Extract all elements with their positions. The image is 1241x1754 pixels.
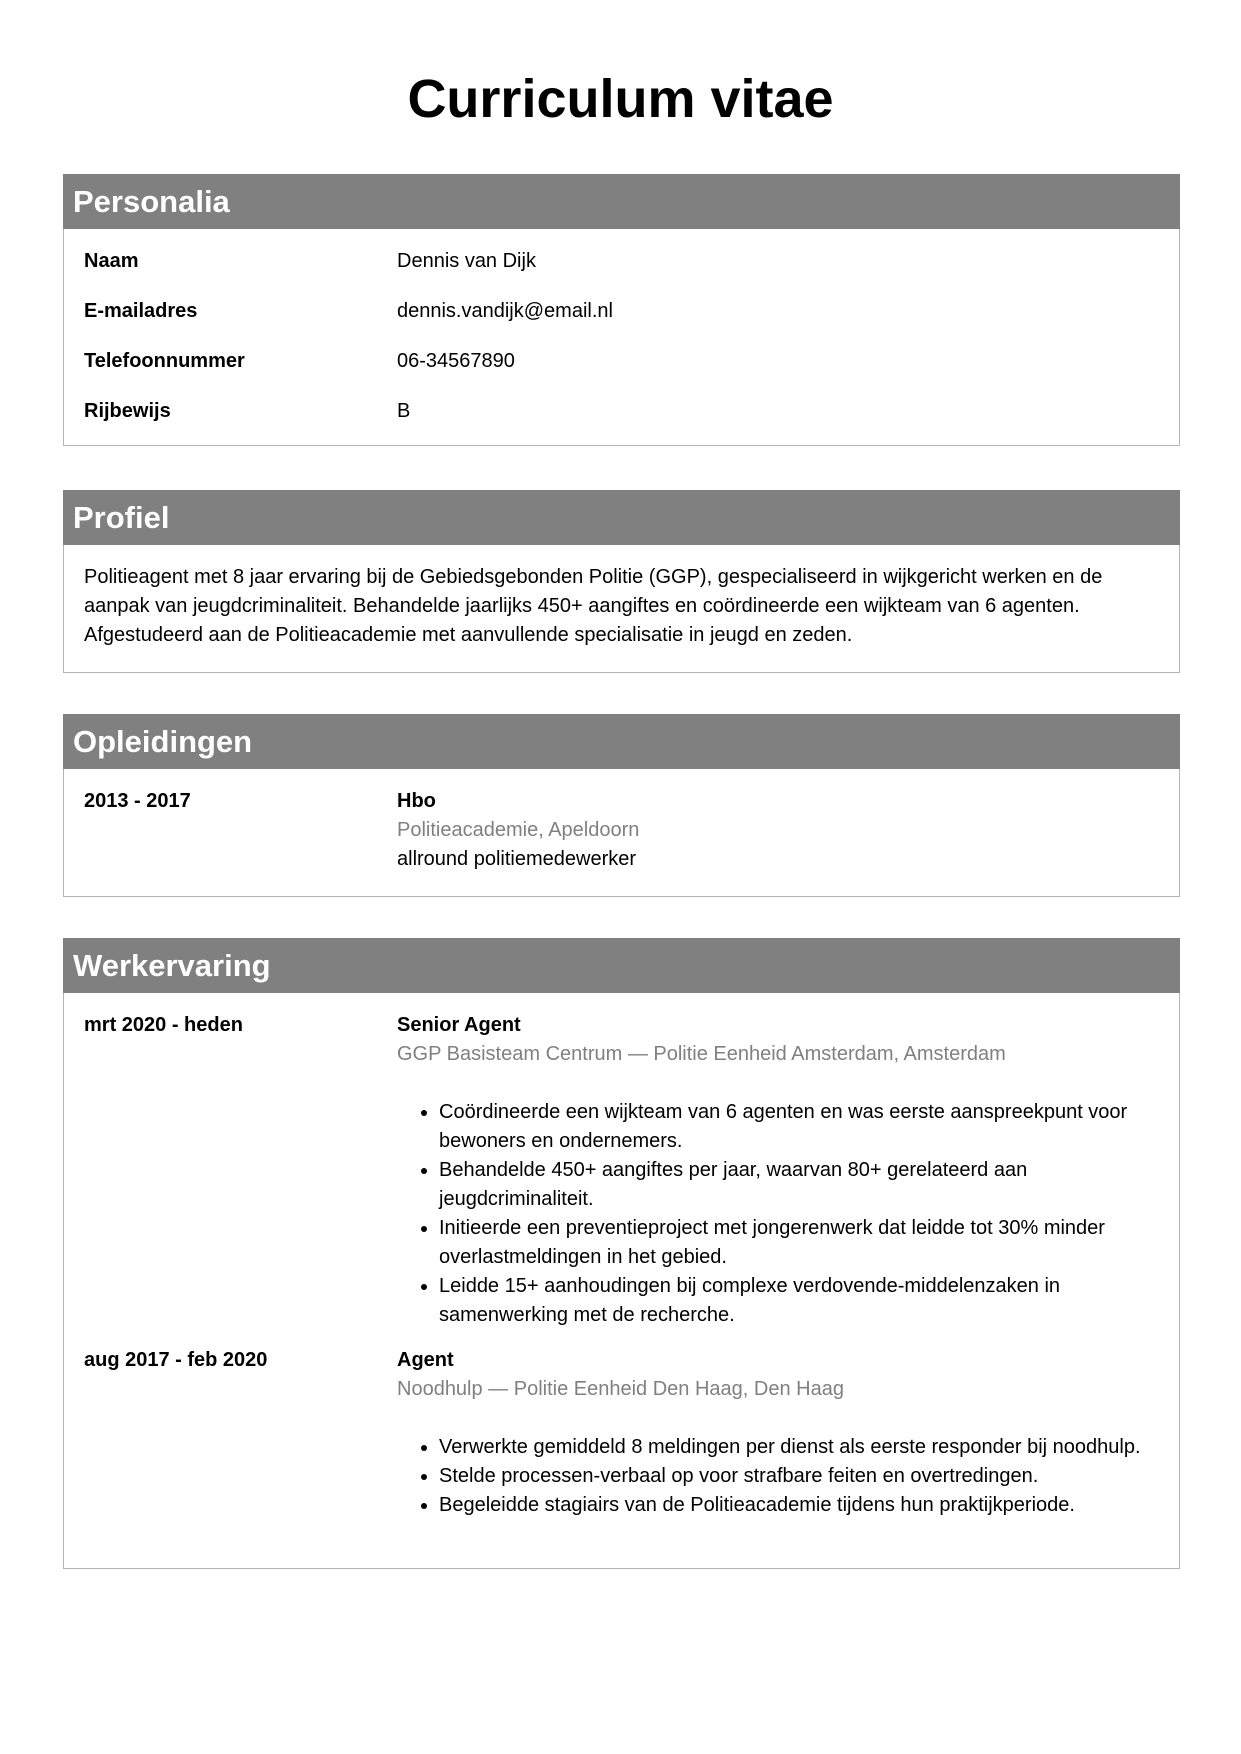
education-date: 2013 - 2017: [84, 790, 191, 812]
work-bullet: • Stelde processen-verbaal op voor strafbare feiten en overtredingen.: [439, 1462, 1159, 1491]
work-job-title: Agent: [397, 1349, 454, 1371]
document-title: Curriculum vitae: [407, 69, 834, 129]
personalia-value: Dennis van Dijk: [397, 250, 536, 272]
personalia-label: Rijbewijs: [84, 400, 171, 422]
personalia-row-telefoon: [84, 347, 1159, 397]
work-job-title: Senior Agent: [397, 1014, 521, 1036]
werkervaring-body: [64, 993, 1179, 1540]
section-heading-personalia: Personalia: [63, 174, 1180, 229]
section-heading-profiel: Profiel: [63, 490, 1180, 545]
work-employer: Noodhulp — Politie Eenheid Den Haag, Den Haag: [397, 1378, 844, 1400]
personalia-row-naam: [84, 247, 1159, 297]
education-detail: allround politiemedewerker: [397, 848, 637, 870]
work-date: aug 2017 - feb 2020: [84, 1349, 268, 1371]
work-bullet-list: [397, 1098, 1159, 1330]
section-profiel: [63, 490, 1180, 673]
personalia-label: Telefoonnummer: [84, 350, 245, 372]
opleidingen-body: [64, 769, 1179, 894]
personalia-body: [64, 229, 1179, 467]
work-entry: [84, 1346, 1159, 1520]
section-heading-werkervaring: Werkervaring: [63, 938, 1180, 993]
work-content: [397, 1011, 1159, 1330]
personalia-row-email: [84, 297, 1159, 347]
education-content: [397, 787, 1159, 874]
education-entry: [84, 787, 1159, 874]
work-bullet: • Behandelde 450+ aangiftes per jaar, waarvan 80+ gerelateerd aan jeugdcriminaliteit.: [439, 1156, 1159, 1214]
personalia-label: Naam: [84, 250, 139, 272]
education-level: Hbo: [397, 790, 436, 812]
work-content: [397, 1346, 1159, 1520]
work-bullet: • Leidde 15+ aanhoudingen bij complexe verdovende-middelenzaken in samenwerking met de recherche.: [439, 1272, 1159, 1330]
work-bullet: • Initieerde een preventieproject met jongerenwerk dat leidde tot 30% minder overlastmeldingen in het gebied.: [439, 1214, 1159, 1272]
education-institution: Politieacademie, Apeldoorn: [397, 819, 640, 841]
profile-text: Politieagent met 8 jaar ervaring bij de Gebiedsgebonden Politie (GGP), gespecialiseerd in wijkgericht werken en de aanpak van jeugdcriminaliteit. Behandelde jaarlijks 450+ aangiftes en coördineerde een wijkteam van 6 agenten. Afgestudeerd aan de Politieacademie met aanvullende specialisatie in jeugd en zeden.: [84, 566, 1103, 646]
personalia-value: B: [397, 400, 411, 422]
work-bullet: • Verwerkte gemiddeld 8 meldingen per dienst als eerste responder bij noodhulp.: [439, 1433, 1159, 1462]
personalia-value: dennis.vandijk@email.nl: [397, 300, 613, 322]
personalia-row-rijbewijs: [84, 397, 1159, 447]
personalia-label: E-mailadres: [84, 300, 198, 322]
work-bullet: • Begeleidde stagiairs van de Politieacademie tijdens hun praktijkperiode.: [439, 1491, 1159, 1520]
work-entry: [84, 1011, 1159, 1330]
work-bullet-list: [397, 1433, 1159, 1520]
profiel-body: [64, 545, 1179, 670]
section-personalia: [63, 174, 1180, 446]
work-bullet: • Coördineerde een wijkteam van 6 agenten en was eerste aanspreekpunt voor bewoners en ondernemers.: [439, 1098, 1159, 1156]
section-heading-opleidingen: Opleidingen: [63, 714, 1180, 769]
section-opleidingen: [63, 714, 1180, 897]
section-werkervaring: [63, 938, 1180, 1569]
work-date: mrt 2020 - heden: [84, 1014, 243, 1036]
work-employer: GGP Basisteam Centrum — Politie Eenheid Amsterdam, Amsterdam: [397, 1043, 1006, 1065]
personalia-value: 06-34567890: [397, 350, 515, 372]
